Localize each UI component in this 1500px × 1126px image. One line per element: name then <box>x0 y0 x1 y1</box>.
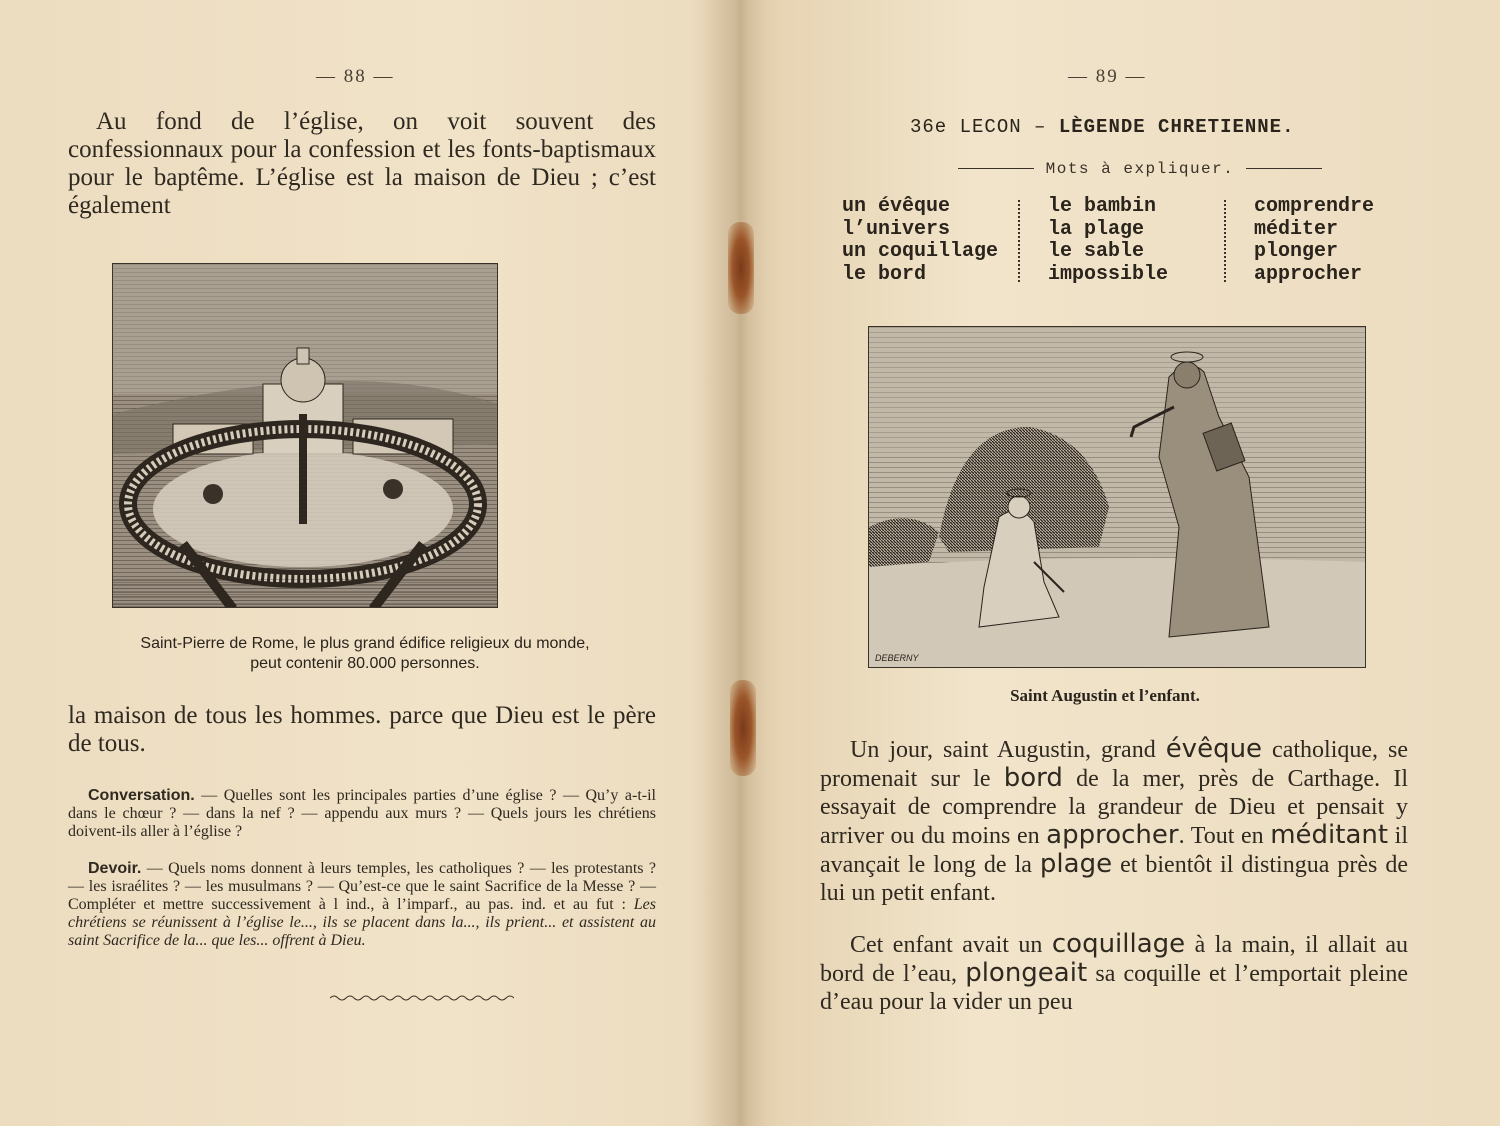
vocab-word: un coquillage <box>842 240 999 263</box>
vocab-column-3 <box>1254 196 1374 286</box>
binding-stain-bottom <box>730 680 756 776</box>
conversation-block <box>68 787 656 841</box>
p1-text-d: . Tout en <box>1178 823 1271 849</box>
p1-text-f: et bientôt il distingua près de lui un petit enfant. <box>820 852 1409 906</box>
p1-keyword-plage: plage <box>1039 849 1113 879</box>
left-paragraph-1: Au fond de l’église, on voit souvent des confessionnaux pour la confession et les fonts-baptismaux pour le baptême. L’église est la maison de Dieu ; c’est également <box>68 108 656 219</box>
vocab-heading-text: Mots à expliquer. <box>1045 160 1235 178</box>
vocab-column-1 <box>842 196 998 286</box>
p2-keyword-coquillage: coquillage <box>1051 929 1186 959</box>
p1-keyword-approcher: approcher <box>1046 820 1179 850</box>
vocab-word: un évêque <box>842 195 951 218</box>
p1-keyword-bord: bord <box>1003 763 1063 793</box>
vocab-word: le sable <box>1048 240 1145 263</box>
decorative-squiggle <box>330 994 514 1002</box>
vocab-brace-2 <box>1224 200 1230 282</box>
p1-keyword-meditant: méditant <box>1270 820 1389 850</box>
vocab-word: impossible <box>1048 262 1169 286</box>
conversation-label: Conversation. <box>88 787 195 804</box>
right-paragraph-1 <box>820 735 1408 907</box>
figure-caption-augustin: Saint Augustin et l’enfant. <box>1010 686 1200 705</box>
saint-pierre-illustration <box>113 264 498 608</box>
augustin-engraving <box>868 326 1366 668</box>
p1-keyword-eveque: évêque <box>1165 734 1263 764</box>
figure-caption-rome <box>80 634 650 674</box>
vocab-word: méditer <box>1254 217 1339 241</box>
devoir-block <box>68 860 656 950</box>
vocab-word: plonger <box>1254 240 1339 263</box>
vocab-word: le bambin <box>1048 195 1157 218</box>
left-paragraph-2: la maison de tous les hommes. parce que Dieu est le père de tous. <box>68 702 656 757</box>
page-number-right: — 89 — <box>1068 66 1147 87</box>
conversation-text: — Quelles sont les principales parties d’une église ? — Qu’y a-t-il dans le chœur ? — dans la nef ? — appendu aux murs ? — Quels jours les chrétiens doivent-ils aller à l’église ? <box>68 787 656 840</box>
binding-stain-top <box>728 222 754 314</box>
p1-text-e: il avançait le long de la <box>820 823 1408 878</box>
vocab-rule-right <box>1246 168 1322 169</box>
devoir-label: Devoir. <box>88 860 142 877</box>
p2-text-b: à la main, il allait au bord de l’eau, <box>820 932 1408 987</box>
vocab-word: le bord <box>842 262 927 286</box>
left-page <box>60 0 670 1126</box>
vocab-word: approcher <box>1254 262 1363 286</box>
page-number-left: — 88 — <box>316 66 395 87</box>
augustin-illustration <box>869 327 1366 668</box>
right-paragraph-2 <box>820 930 1408 1016</box>
caption-line-2: peut contenir 80.000 personnes. <box>250 655 480 672</box>
devoir-text: — Quels noms donnent à leurs temples, les catholiques ? — les protestants ? — les israélites ? — les musulmans ? — Qu’est-ce que le saint Sacrifice de la Messe ? — Compléter et mettre successivement à l ind., à l’imparf., au pas. ind. et au fut : <box>68 860 656 913</box>
engraver-signature: DEBERNY <box>875 653 919 663</box>
vocab-word: la plage <box>1048 217 1145 241</box>
caption-line-1: Saint-Pierre de Rome, le plus grand édifice religieux du monde, <box>140 635 590 652</box>
p1-text-b: catholique, se promenait sur le <box>820 737 1408 792</box>
vocab-brace-1 <box>1018 200 1024 282</box>
saint-pierre-engraving <box>112 263 498 608</box>
devoir-italic-text: Les chrétiens se réunissent à l’église le..., ils se placent dans la..., ils prient... et assistent au saint Sacrifice de la... que les... offrent à Dieu. <box>68 896 656 949</box>
vocab-column-2 <box>1048 196 1168 286</box>
vocab-heading <box>920 160 1360 178</box>
book-gutter <box>700 0 780 1126</box>
lesson-dash: – <box>1021 116 1059 138</box>
p1-text-c: de la mer, près de Carthage. Il essayait de comprendre la grandeur de Dieu et pensait y arriver ou du moins en <box>820 766 1409 849</box>
lesson-number: 36e LECON <box>910 116 1022 138</box>
vocab-rule-left <box>958 168 1034 169</box>
p2-text-a: Cet enfant avait un <box>850 932 1052 958</box>
vocab-word: l’univers <box>842 217 951 241</box>
p1-text-a: Un jour, saint Augustin, grand <box>850 737 1166 763</box>
vocab-word: comprendre <box>1254 195 1375 218</box>
p2-text-c: sa coquille et l’emportait pleine d’eau pour la vider un peu <box>820 961 1409 1015</box>
p2-keyword-plongeait: plongeait <box>965 958 1088 988</box>
lesson-title <box>910 116 1330 138</box>
lesson-title-text: LÈGENDE CHRETIENNE. <box>1058 116 1295 138</box>
vocab-list <box>842 196 1402 292</box>
